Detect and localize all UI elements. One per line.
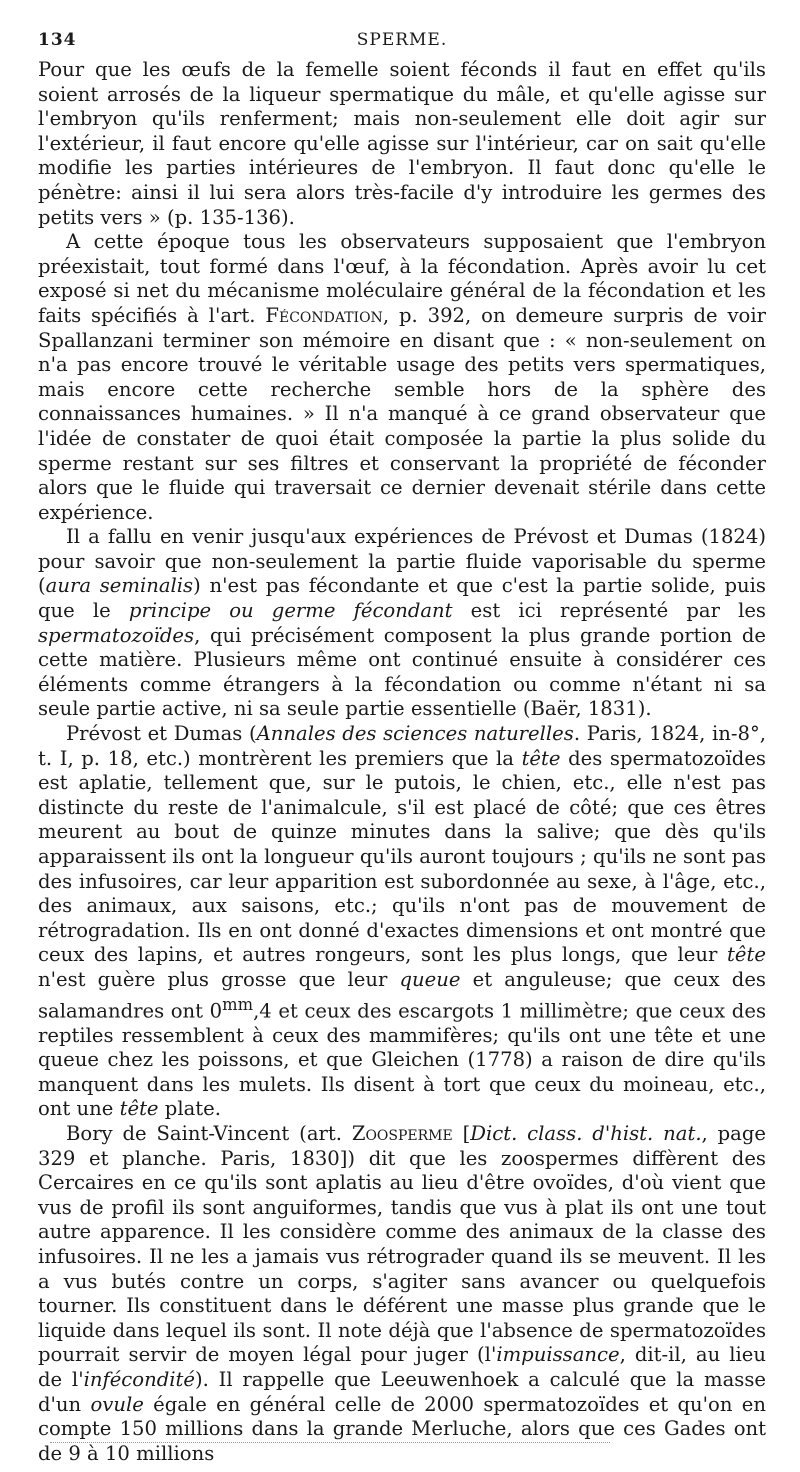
text-run: est ici représenté par les bbox=[452, 599, 766, 623]
italic-term: tête bbox=[119, 1097, 159, 1121]
italic-term: aura seminalis bbox=[45, 574, 194, 598]
text-run: [ bbox=[452, 1122, 471, 1146]
italic-term: tête bbox=[521, 746, 561, 770]
text-run: ). Il rappelle que Leeuwenhoek a calculé que la masse d'un bbox=[38, 1368, 766, 1416]
text-run: A cette époque tous les observateurs supposaient que l'embryon préexistait, tout formé dans l'œuf, à la fécondation. Après avoir lu cet exposé si net du mécanisme moléculaire général de la fécondation et les faits spécifiés à l'art. bbox=[38, 230, 766, 327]
text-run: Prévost et Dumas ( bbox=[66, 722, 257, 746]
paragraph-2 bbox=[38, 230, 766, 525]
running-head bbox=[38, 30, 766, 58]
italic-term: principe ou germe fécondant bbox=[128, 599, 453, 623]
text-run: , page 329 et planche. Paris, 1830]) dit que les zoospermes diffèrent des Cercaires en ce qu'ils sont aplatis au lieu d'être ovoïdes, d'où vient que vus de profil ils sont anguiformes, tandis que vus à plat ils ont une tout autre apparence. Il les considère comme des animaux de la classe des infusoires. Il ne les a jamais vus rétrograder quand ils se meuvent. Il les a vus butés contre un corps, s'agiter sans avancer ou quelquefois tourner. Ils constituent dans le déférent une masse plus grande que le liquide dans lequel ils sont. Il note déjà que l'absence de spermatozoïdes pourrait servir de moyen légal pour juger (l' bbox=[38, 1122, 767, 1367]
text-run: , p. 392, on demeure surpris de voir Spallanzani terminer son mémoire en disant que : « non-seulement on n'a pas encore trouvé le véritable usage des petits vers spermatiques, mais encore cette recherche semble hors de la sphère des connaissances humaines. » Il n'a manqué à ce grand observateur que l'idée de constater de quoi était composée la partie la plus solide du sperme restant sur ses filtres et conservant la propriété de féconder alors que le fluide qui traversait ce dernier devenait stérile dans cette expérience. bbox=[38, 303, 766, 524]
text-run: ,4 et ceux des escargots 1 millimètre; que ceux des reptiles ressemblent à ceux des mammifères; qu'ils ont une tête et une queue chez les poissons, et que Gleichen (1778) a raison de dire qu'ils manquent dans les mulets. Ils disent à tort que ceux du moineau, etc., ont une bbox=[38, 999, 766, 1121]
text-run: ) n'est pas fécondante et que c'est la partie solide, puis que le bbox=[38, 574, 766, 623]
cross-reference: Fécondation bbox=[265, 303, 383, 327]
page-number: 134 bbox=[38, 30, 77, 50]
text-run: . Paris, 1824, in-8°, t. I, p. 18, etc.) montrèrent les premiers que la bbox=[38, 722, 766, 770]
text-run: plate. bbox=[158, 1097, 221, 1121]
text-run: et anguleuse; que ceux des salamandres ont 0 bbox=[38, 967, 766, 1023]
italic-term: infécondité bbox=[83, 1368, 195, 1391]
paragraph-3 bbox=[38, 525, 766, 722]
bottom-rule bbox=[50, 1442, 610, 1443]
text-run: des spermatozoïdes est aplatie, tellement que, sur le putois, le chien, etc., elle n'est pas distincte du reste de l'animalcule, s'il est placé de côté; que ces êtres meurent au bout de quinze minutes dans la salive; que dès qu'ils apparaissent ils ont la longueur qu'ils auront toujours ; qu'ils ne sont pas des infusoires, car leur apparition est subordonnée au sexe, à l'âge, etc., des animaux, aux saisons, etc.; qu'ils n'ont pas de mouvement de rétrogradation. Ils en ont donné d'exactes dimensions et ont montré que ceux des lapins, et autres rongeurs, sont les plus longs, que leur bbox=[38, 746, 766, 967]
italic-term: tête bbox=[727, 943, 766, 967]
text-run: n'est guère plus grosse que leur bbox=[38, 967, 400, 991]
italic-term: queue bbox=[399, 967, 461, 991]
paragraph-1-text: Pour que les œufs de la femelle soient féconds il faut en effet qu'ils soient arrosés de la liqueur spermatique du mâle, et qu'elle agisse sur l'embryon qu'ils renferment; mais non-seulement elle doit agir sur l'extérieur, il faut encore qu'elle agisse sur l'intérieur, car on sait qu'elle modifie les parties intérieures de l'embryon. Il faut donc qu'elle le pénètre: ainsi il lui sera alors très-facile d'y introduire les germes des petits vers » (p. 135-136). bbox=[38, 58, 766, 229]
italic-term: ovule bbox=[90, 1392, 144, 1416]
running-title: SPERME. bbox=[356, 30, 448, 50]
italic-term: Annales des sciences naturelles bbox=[256, 722, 574, 746]
italic-term: spermatozoïdes bbox=[38, 623, 195, 647]
text-run: , dit-il, au lieu de l' bbox=[38, 1343, 766, 1391]
cross-reference: Zoosperme bbox=[351, 1122, 453, 1146]
paragraph-5 bbox=[38, 1122, 766, 1466]
text-run: Il a fallu en venir jusqu'aux expériences de Prévost et Dumas (1824) pour savoir que non-seulement la partie fluide vaporisable du sperme ( bbox=[38, 525, 766, 598]
body-text bbox=[38, 58, 766, 1466]
text-run: égale en général celle de 2000 spermatozoïdes et qu'on en compte 150 millions dans la grande Merluche, alors que ces Gades ont de 9 à 10 millions bbox=[38, 1392, 766, 1465]
paragraph-4 bbox=[38, 722, 766, 1122]
italic-term: impuissance bbox=[496, 1343, 620, 1367]
text-run: Bory de Saint-Vincent (art. bbox=[66, 1122, 352, 1146]
unit-superscript: mm bbox=[222, 994, 254, 1014]
paragraph-1 bbox=[38, 58, 766, 230]
italic-term: Dict. class. d'hist. nat. bbox=[470, 1122, 702, 1146]
text-run: , qui précisément composent la plus grande portion de cette matière. Plusieurs même ont continué ensuite à considérer ces éléments comme étrangers à la fécondation ou comme n'étant ni sa seule partie active, ni sa seule partie essentielle (Baër, 1831). bbox=[38, 623, 766, 721]
